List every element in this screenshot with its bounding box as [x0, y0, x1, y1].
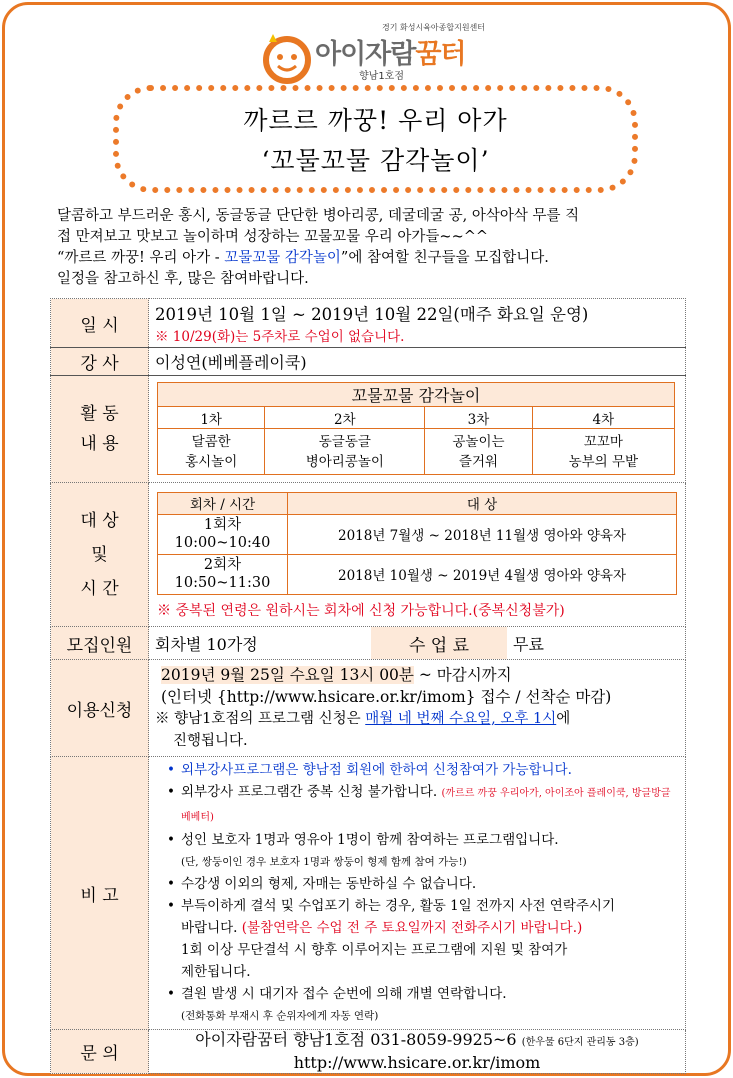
target-cell [149, 483, 686, 627]
target-row-1-who: 2018년 7월생 ~ 2018년 11월생 영아와 양육자 [288, 514, 677, 554]
session-3-title: 공놀이는 즐거워 [425, 429, 532, 475]
activity-cell [149, 376, 686, 483]
apply-line-4: 진행됩니다. [173, 733, 248, 749]
target-col-who: 대 상 [288, 492, 677, 514]
target-label: 대 상 및 시 간 [51, 483, 149, 627]
note-5-cont-2: 1회 이상 무단결석 시 향후 이루어지는 프로그램에 지원 및 참여가 [181, 942, 568, 958]
apply-line-3: ※ 향남1호점의 프로그램 신청은 매월 네 번째 수요일, 오후 1시에 [155, 711, 571, 727]
apply-cell [149, 660, 686, 757]
session-1-title: 달콤한 홍시놀이 [158, 429, 265, 475]
note-1: • 외부강사프로그램은 향남점 회원에 한하여 신청참여가 가능합니다. [167, 759, 681, 781]
target-row-2-session: 2회차 10:50~11:30 [158, 554, 288, 594]
intro-text [57, 206, 685, 290]
target-table [157, 492, 677, 595]
title-line-2: ‘꼬물꼬물 감각놀이’ [261, 146, 490, 175]
note-4: • 수강생 이외의 형제, 자매는 동반하실 수 없습니다. [167, 873, 681, 895]
note-6: • 결원 발생 시 대기자 접수 순번에 의해 개별 연락합니다. [167, 983, 681, 1005]
fee-label: 수 업 료 [371, 627, 507, 659]
remarks-label: 비 고 [51, 757, 149, 1030]
title-line-1: 까르르 까꿍! 우리 아가 [243, 106, 508, 135]
activity-label: 활 동 내 용 [51, 376, 149, 483]
contact-cell [149, 1030, 686, 1074]
instructor-label: 강 사 [51, 348, 149, 376]
fee-value: 무료 [513, 634, 544, 654]
session-2-no: 2차 [265, 407, 425, 429]
center-name: 경기 화성시육아종합지원센터 [382, 23, 486, 32]
note-5: • 부득이하게 결석 및 수업포기 하는 경우, 활동 1일 전까지 사전 연락주시기 [167, 895, 681, 917]
session-4-title: 꼬꼬마 농부의 무밭 [532, 429, 674, 475]
session-2-title: 동글동글 병아리콩놀이 [265, 429, 425, 475]
apply-label: 이용신청 [51, 660, 149, 757]
recruit-cell [149, 627, 686, 660]
child-face-icon [261, 32, 313, 84]
session-1-no: 1차 [158, 407, 265, 429]
schedule-dates: 2019년 10월 1일 ~ 2019년 10월 22일(매주 화요일 운영) [155, 305, 589, 324]
activity-table [157, 382, 675, 475]
note-3: • 성인 보호자 1명과 영유아 1명이 함께 참여하는 프로그램입니다. [167, 829, 681, 851]
contact-url: http://www.hsicare.or.kr/imom [293, 1053, 541, 1072]
note-5-cont-3: 제한됩니다. [181, 964, 251, 980]
note-3-small: (단, 쌍둥이인 경우 보호자 1명과 쌍둥이 형제 함께 참여 가능!) [181, 856, 467, 868]
title-box [113, 85, 638, 193]
contact-label: 문 의 [51, 1030, 149, 1074]
target-note: ※ 중복된 연령은 원하시는 회차에 신청 가능합니다.(중복신청불가) [157, 602, 565, 619]
program-name: 꼬물꼬물 감각놀이 [224, 250, 341, 266]
note-5-cont: 바랍니다. (불참연락은 수업 전 주 토요일까지 전화주시기 바랍니다.) [181, 920, 583, 936]
session-4-no: 4차 [532, 407, 674, 429]
instructor-name: 이성연(베베플레이쿡) [149, 348, 686, 376]
apply-line-1: 2019년 9월 25일 수요일 13시 00분 ~ 마감시까지 [161, 666, 512, 684]
note-2: • 외부강사 프로그램간 중복 신청 불가합니다. (까르르 까꿍 우리아가, 아이조아 플레이쿡, 방글방글 베베터) [167, 781, 681, 829]
target-row-1-session: 1회차 10:00~10:40 [158, 514, 288, 554]
recruit-value: 회차별 10가정 [155, 634, 258, 654]
intro-line-3: “까르르 까꿍! 우리 아가 - 꼬물꼬물 감각놀이”에 참여할 친구들을 모집합니다. [57, 250, 549, 266]
remarks-cell [149, 757, 686, 1030]
activity-header: 꼬물꼬물 감각놀이 [158, 383, 675, 407]
intro-line-2: 접 만져보고 맛보고 놀이하며 성장하는 꼬물꼬물 우리 아가들~~^^ [57, 229, 489, 245]
logo-name: 아이자람꿈터 [315, 39, 466, 70]
intro-line-4: 일정을 참고하신 후, 많은 참여바랍니다. [57, 271, 309, 287]
logo-branch: 향남1호점 [359, 71, 405, 82]
contact-line-1: 아이자람꿈터 향남1호점 031-8059-9925~6 (한우물 6단지 관리동 3층) [195, 1030, 639, 1049]
schedule-label: 일 시 [51, 299, 149, 348]
remarks-list [153, 759, 681, 1027]
intro-line-1: 달콤하고 부드러운 홍시, 동글동글 단단한 병아리콩, 데굴데굴 공, 아삭아삭 무를 직 [57, 208, 580, 224]
apply-line-2: (인터넷 {http://www.hsicare.or.kr/imom} 접수 / 선착순 마감) [161, 688, 612, 706]
target-col-session: 회차 / 시간 [158, 492, 288, 514]
info-table [50, 298, 686, 1074]
session-3-no: 3차 [425, 407, 532, 429]
note-6-small: (전화통화 부재시 후 순위자에게 자동 연락) [181, 1010, 379, 1022]
recruit-label: 모집인원 [51, 627, 149, 660]
target-row-2-who: 2018년 10월생 ~ 2019년 4월생 영아와 양육자 [288, 554, 677, 594]
schedule-note: ※ 10/29(화)는 5주차로 수업이 없습니다. [155, 329, 405, 345]
schedule-value [149, 299, 686, 348]
